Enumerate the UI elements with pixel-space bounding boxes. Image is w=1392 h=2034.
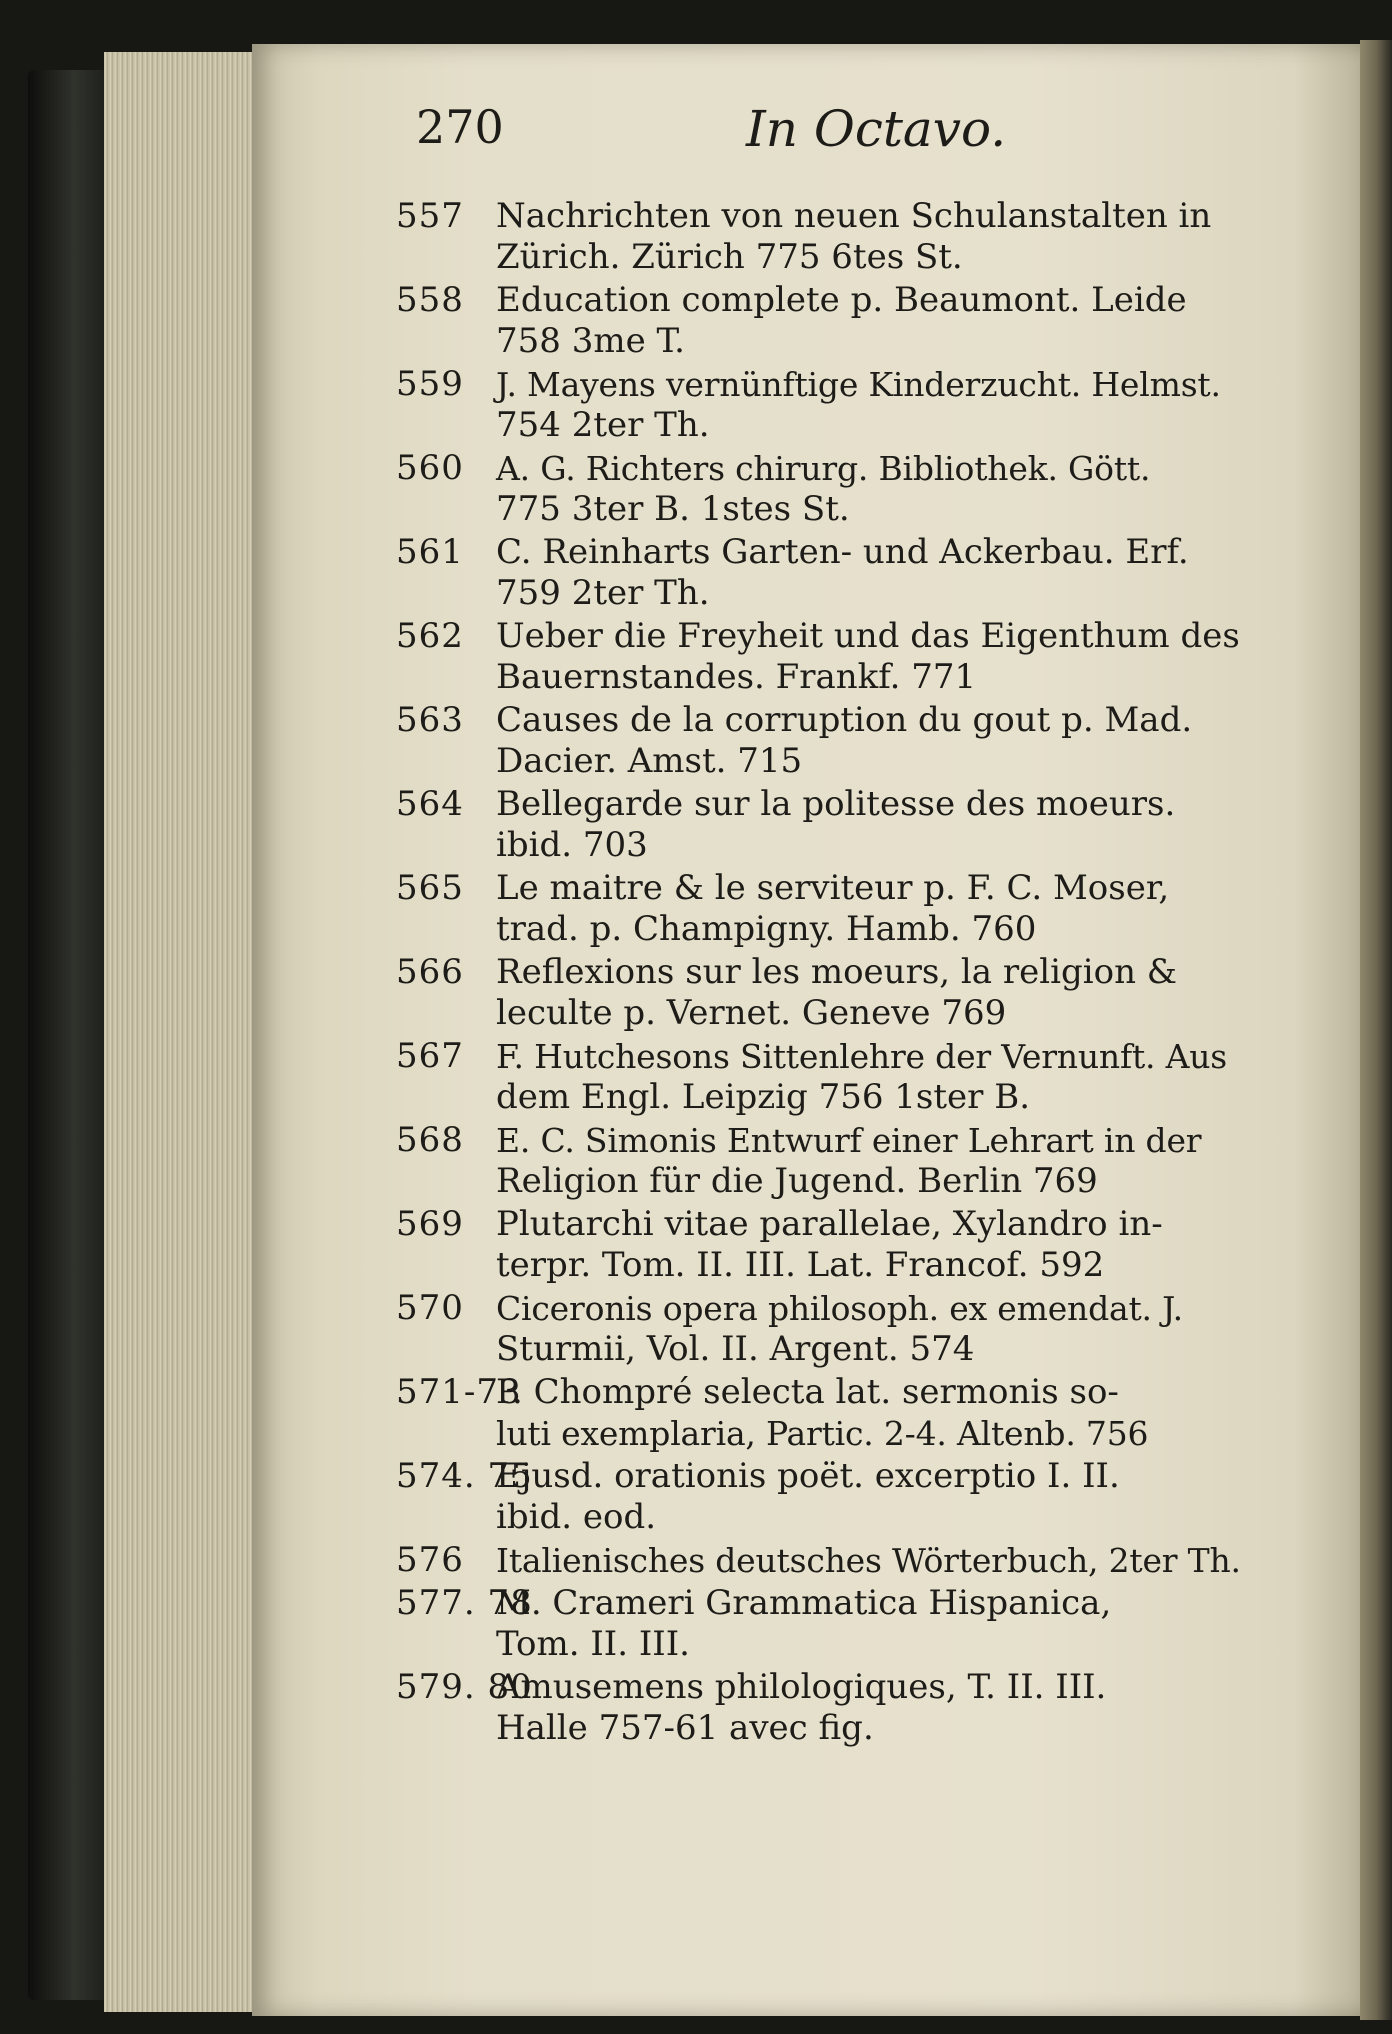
entry-text-line: Nachrichten von neuen Schulanstalten in xyxy=(496,196,1212,236)
entry-number: 567 xyxy=(396,1036,464,1076)
catalog-entry xyxy=(396,1583,1296,1665)
entry-text-line: A. G. Richters chirurg. Bibliothek. Gött. xyxy=(496,449,1151,488)
entry-text-line: luti exemplaria, Partic. 2-4. Altenb. 756 xyxy=(496,1414,1149,1453)
entry-number: 564 xyxy=(396,784,464,824)
entry-text-line: E. C. Simonis Entwurf einer Lehrart in der xyxy=(496,1121,1202,1160)
entry-number: 579. 80 xyxy=(396,1667,533,1707)
catalog-entry xyxy=(396,616,1296,698)
entry-text-line: Dacier. Amst. 715 xyxy=(496,741,803,781)
entry-number: 560 xyxy=(396,448,464,488)
entry-number: 562 xyxy=(396,616,464,656)
entry-text-line: C. Reinharts Garten- und Ackerbau. Erf. xyxy=(496,532,1189,572)
catalog-entry xyxy=(396,1120,1296,1202)
entry-text-line: leculte p. Vernet. Geneve 769 xyxy=(496,993,1007,1033)
page-number: 270 xyxy=(416,100,504,154)
entry-number: 558 xyxy=(396,280,464,320)
entry-text-line: Ciceronis opera philosoph. ex emendat. J. xyxy=(496,1289,1183,1328)
catalog-entry xyxy=(396,1540,1296,1581)
catalog-entry xyxy=(396,1036,1296,1118)
entry-number: 571-73 xyxy=(396,1372,522,1412)
entry-text-line: Education complete p. Beaumont. Leide xyxy=(496,280,1187,320)
entry-text-line: Reflexions sur les moeurs, la religion & xyxy=(496,952,1178,992)
catalog-entry xyxy=(396,868,1296,950)
entry-number: 570 xyxy=(396,1288,464,1328)
catalog-entry xyxy=(396,448,1296,530)
catalog-entries xyxy=(396,196,1296,1751)
catalog-entry xyxy=(396,1667,1296,1749)
catalog-entry xyxy=(396,280,1296,362)
entry-text-line: trad. p. Champigny. Hamb. 760 xyxy=(496,909,1037,949)
entry-text-line: F. Hutchesons Sittenlehre der Vernunft. Aus xyxy=(496,1037,1228,1076)
entry-text-line: M. Crameri Grammatica Hispanica, xyxy=(496,1583,1112,1623)
entry-text-line: Bauernstandes. Frankf. 771 xyxy=(496,657,977,697)
entry-number: 565 xyxy=(396,868,464,908)
entry-number: 569 xyxy=(396,1204,464,1244)
entry-number: 566 xyxy=(396,952,464,992)
entry-text-line: 754 2ter Th. xyxy=(496,405,710,445)
entry-text-line: J. Mayens vernünftige Kinderzucht. Helmst. xyxy=(496,365,1221,404)
entry-number: 557 xyxy=(396,196,464,236)
entry-text-line: Ejusd. orationis poët. excerptio I. II. xyxy=(496,1456,1120,1496)
entry-text-line: 759 2ter Th. xyxy=(496,573,710,613)
book-cover-spine xyxy=(28,70,112,2000)
catalog-entry xyxy=(396,196,1296,278)
entry-text-line: Bellegarde sur la politesse des moeurs. xyxy=(496,784,1176,824)
entry-text-line: Zürich. Zürich 775 6tes St. xyxy=(496,237,963,277)
entry-number: 563 xyxy=(396,700,464,740)
catalog-entry xyxy=(396,952,1296,1034)
entry-text-line: P. Chompré selecta lat. sermonis so- xyxy=(496,1372,1119,1412)
entry-text-line: Sturmii, Vol. II. Argent. 574 xyxy=(496,1329,975,1369)
entry-number: 559 xyxy=(396,364,464,404)
entry-text-line: Halle 757-61 avec fig. xyxy=(496,1708,874,1748)
entry-text-line: ibid. 703 xyxy=(496,825,648,865)
entry-text-line: Ueber die Freyheit und das Eigenthum des xyxy=(496,616,1240,656)
page-edges xyxy=(104,52,264,2012)
entry-text-line: Tom. II. III. xyxy=(496,1624,690,1664)
entry-number: 574. 75 xyxy=(396,1456,533,1496)
page-header xyxy=(0,100,1392,160)
entry-text-line: ibid. eod. xyxy=(496,1497,657,1537)
entry-number: 568 xyxy=(396,1120,464,1160)
entry-text-line: Causes de la corruption du gout p. Mad. xyxy=(496,700,1193,740)
catalog-entry xyxy=(396,1372,1296,1454)
catalog-entry xyxy=(396,1288,1296,1370)
entry-text-line: Religion für die Jugend. Berlin 769 xyxy=(496,1161,1098,1201)
catalog-entry xyxy=(396,364,1296,446)
catalog-entry xyxy=(396,700,1296,782)
entry-text-line: dem Engl. Leipzig 756 1ster B. xyxy=(496,1077,1031,1117)
catalog-entry xyxy=(396,784,1296,866)
entry-number: 576 xyxy=(396,1540,464,1580)
entry-text-line: 775 3ter B. 1stes St. xyxy=(496,489,850,529)
entry-number: 577. 78 xyxy=(396,1583,533,1623)
entry-text-line: terpr. Tom. II. III. Lat. Francof. 592 xyxy=(496,1245,1105,1285)
catalog-entry xyxy=(396,1204,1296,1286)
entry-text-line: Amusemens philologiques, T. II. III. xyxy=(496,1667,1107,1707)
running-head: In Octavo. xyxy=(746,100,1007,158)
entry-text-line: Le maitre & le serviteur p. F. C. Moser, xyxy=(496,868,1170,908)
entry-number: 561 xyxy=(396,532,464,572)
facing-page-edge xyxy=(1360,40,1392,2020)
entry-text-line: Italienisches deutsches Wörterbuch, 2ter Th. xyxy=(496,1541,1241,1580)
entry-text-line: Plutarchi vitae parallelae, Xylandro in- xyxy=(496,1204,1163,1244)
catalog-entry xyxy=(396,1456,1296,1538)
entry-text-line: 758 3me T. xyxy=(496,321,685,361)
catalog-entry xyxy=(396,532,1296,614)
